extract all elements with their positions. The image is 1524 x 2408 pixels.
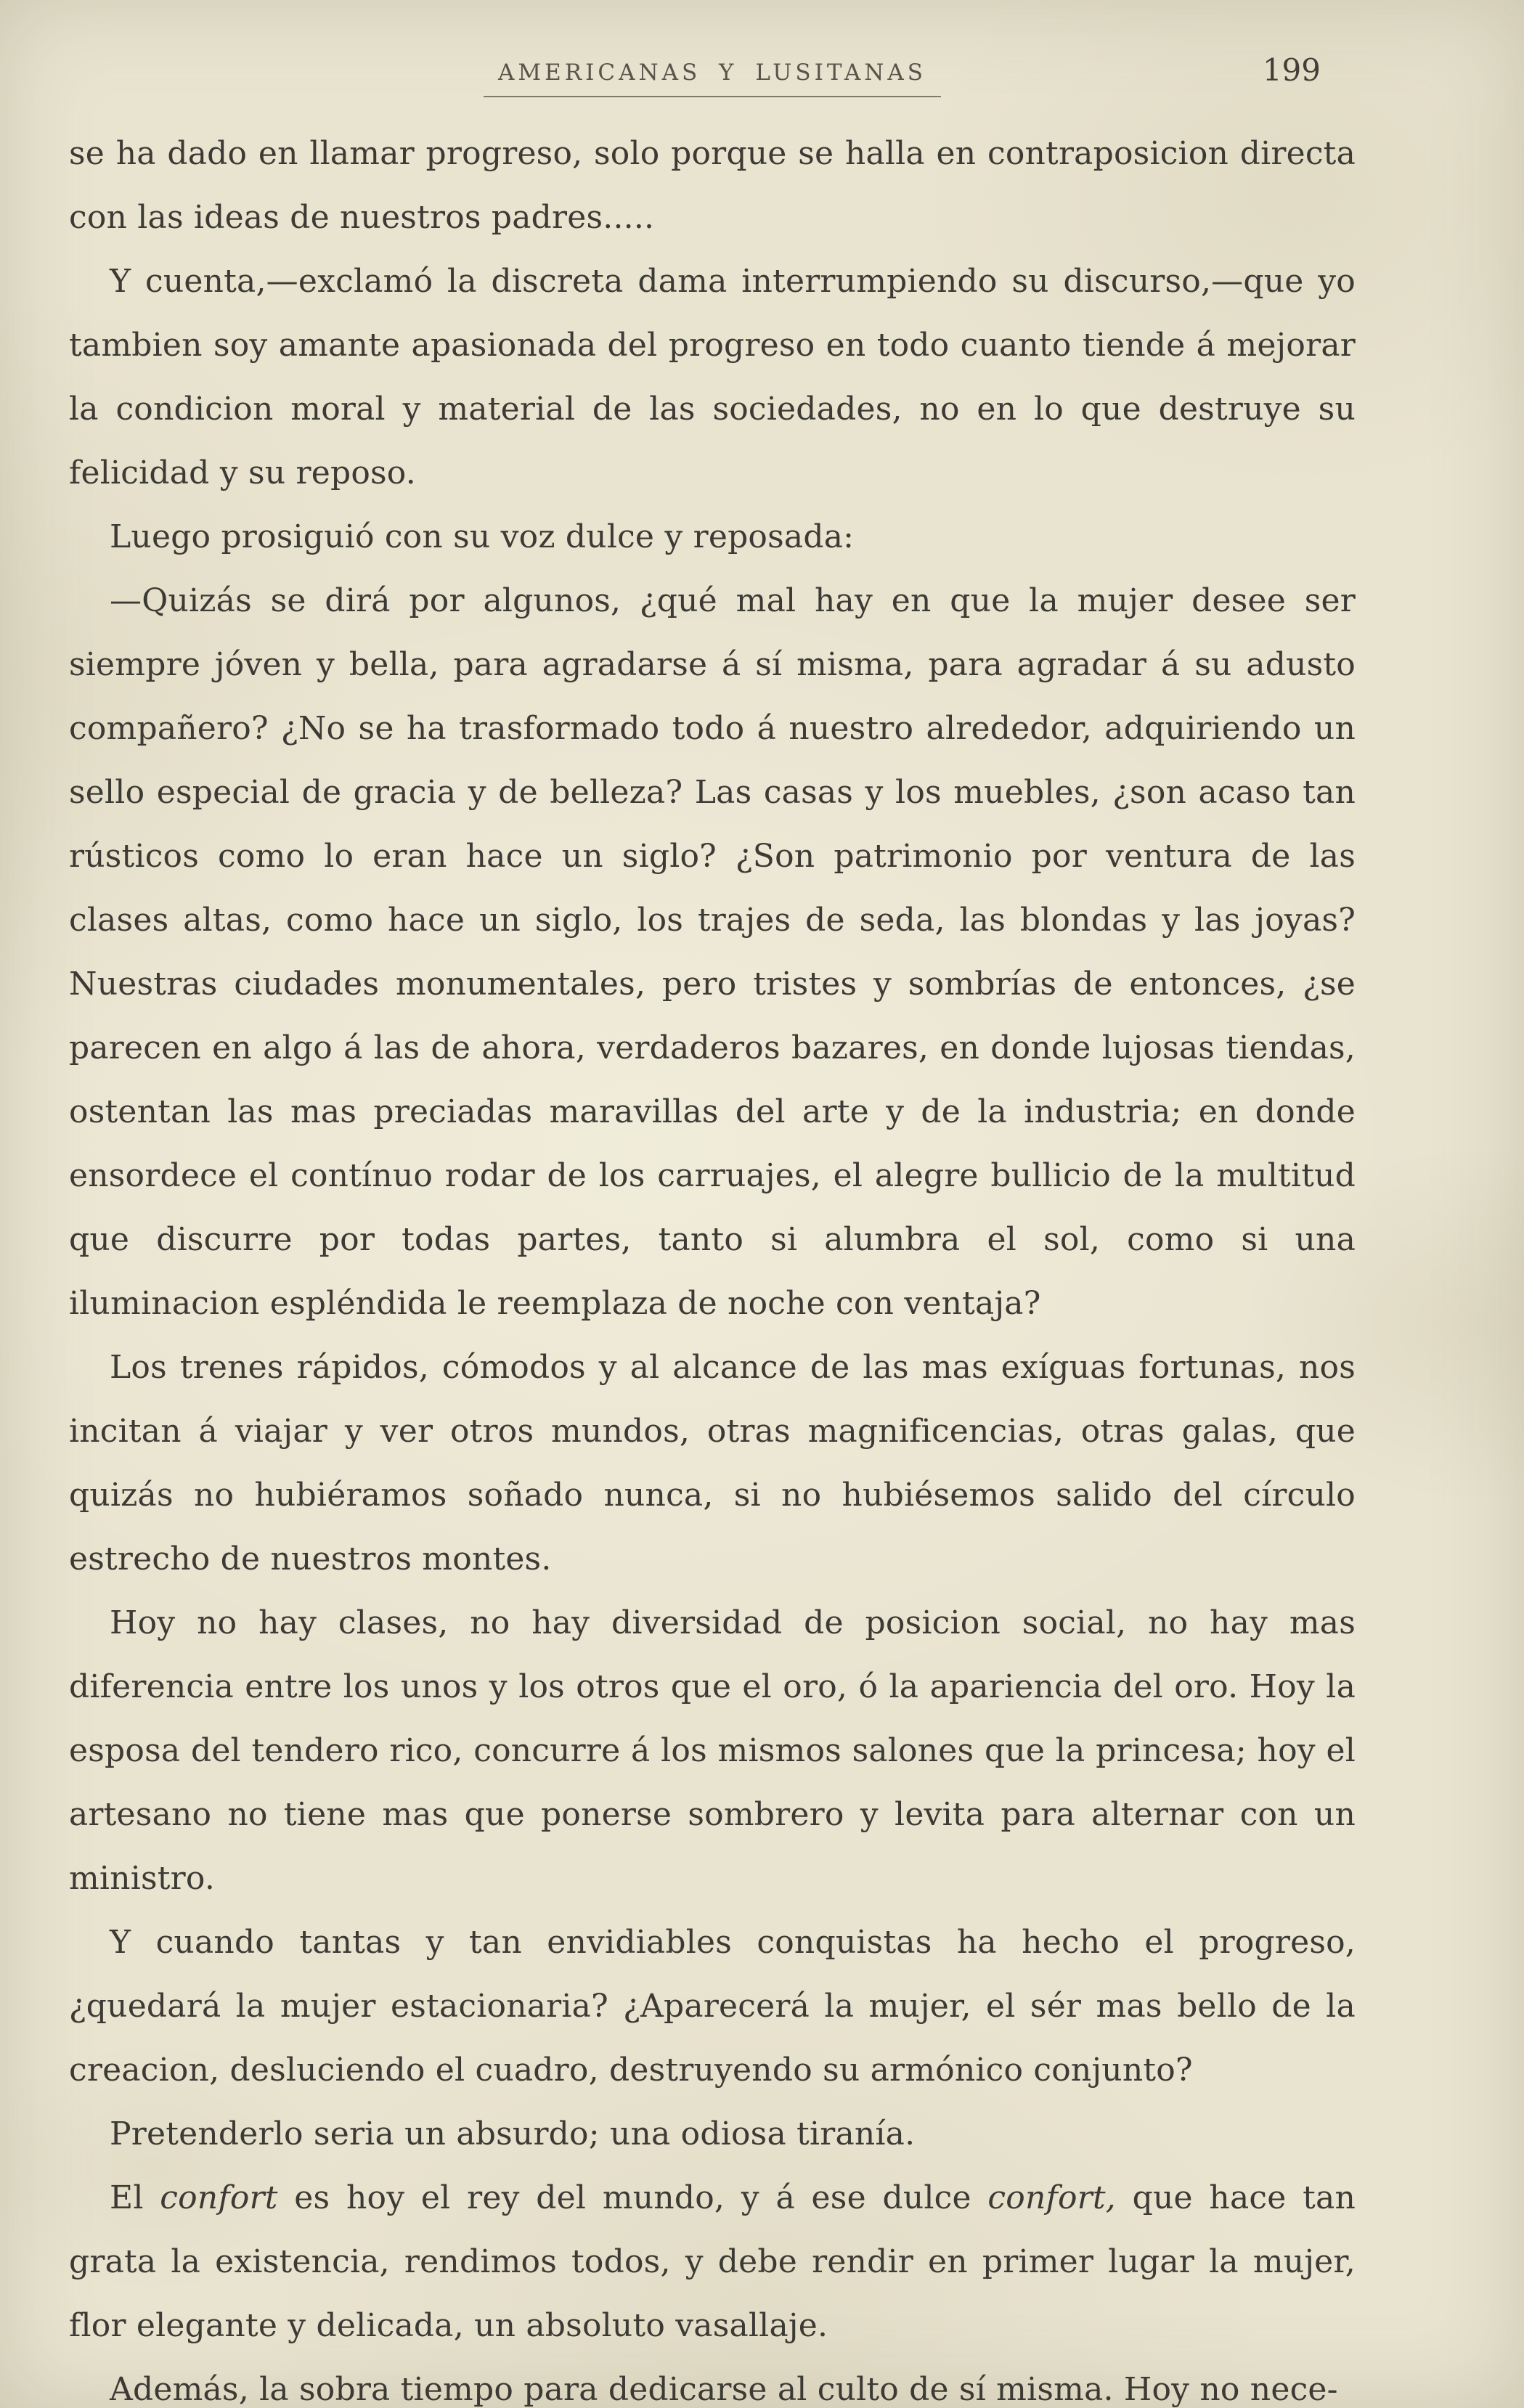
text-run: que hace tan grata la existencia, rendimos todos, y debe rendir en primer lugar la mujer, flor elegante y delicada, un absoluto vasallaje. bbox=[69, 2179, 1356, 2344]
paragraph: —Quizás se dirá por algunos, ¿qué mal hay en que la mujer desee ser siempre jóven y bella, para agradarse á sí misma, para agradar á su adusto compañero? ¿No se ha trasformado todo á nuestro alrededor, adquiriendo un sello especial de gracia y de belleza? Las casas y los muebles, ¿son acaso tan rústicos como lo eran hace un siglo? ¿Son patrimonio por ventura de las clases altas, como hace un siglo, los trajes de seda, las blondas y las joyas? Nuestras ciudades monumentales, pero tristes y sombrías de entonces, ¿se parecen en algo á las de ahora, verdaderos bazares, en donde lujosas tiendas, ostentan las mas preciadas maravillas del arte y de la industria; en donde ensordece el contínuo rodar de los carruajes, el alegre bullicio de la multitud que discurre por todas partes, tanto si alumbra el sol, como si una iluminacion espléndida le reemplaza de noche con ventaja? bbox=[69, 582, 1356, 1322]
body-text bbox=[69, 122, 1356, 2408]
paragraph: Además, la sobra tiempo para dedicarse al culto de sí misma. Hoy no nece- bbox=[110, 2371, 1338, 2408]
text-run-italic: confort bbox=[160, 2179, 278, 2216]
paragraph: Luego prosiguió con su voz dulce y reposada: bbox=[110, 518, 855, 555]
paragraph: Y cuando tantas y tan envidiables conquistas ha hecho el progreso, ¿quedará la mujer estacionaria? ¿Aparecerá la mujer, el sér mas bello de la creacion, desluciendo el cuadro, destruyendo su armónico conjunto? bbox=[69, 1924, 1356, 2089]
page-number: 199 bbox=[1262, 52, 1321, 88]
text-run: El bbox=[110, 2179, 160, 2216]
running-header-title: AMERICANAS Y LUSITANAS bbox=[498, 60, 926, 86]
header-rule bbox=[484, 96, 941, 97]
paragraph: Los trenes rápidos, cómodos y al alcance de las mas exíguas fortunas, nos incitan á viajar y ver otros mundos, otras magnificencias, otras galas, que quizás no hubiéramos soñado nunca, si no hubiésemos salido del círculo estrecho de nuestros montes. bbox=[69, 1349, 1356, 1578]
running-header bbox=[69, 52, 1356, 109]
text-run-italic: confort, bbox=[987, 2179, 1116, 2216]
paragraph: Pretenderlo seria un absurdo; una odiosa tiranía. bbox=[110, 2115, 916, 2152]
page-content bbox=[69, 52, 1356, 2408]
paragraph: se ha dado en llamar progreso, solo porque se halla en contraposicion directa con las ideas de nuestros padres..... bbox=[69, 135, 1356, 236]
text-run: es hoy el rey del mundo, y á ese dulce bbox=[277, 2179, 988, 2216]
paragraph: Y cuenta,—exclamó la discreta dama interrumpiendo su discurso,—que yo tambien soy amante apasionada del progreso en todo cuanto tiende á mejorar la condicion moral y material de las sociedades, no en lo que destruye su felicidad y su reposo. bbox=[69, 263, 1356, 491]
paragraph bbox=[69, 2166, 1356, 2358]
paragraph: Hoy no hay clases, no hay diversidad de posicion social, no hay mas diferencia entre los unos y los otros que el oro, ó la apariencia del oro. Hoy la esposa del tendero rico, concurre á los mismos salones que la princesa; hoy el artesano no tiene mas que ponerse sombrero y levita para alternar con un ministro. bbox=[69, 1604, 1356, 1897]
